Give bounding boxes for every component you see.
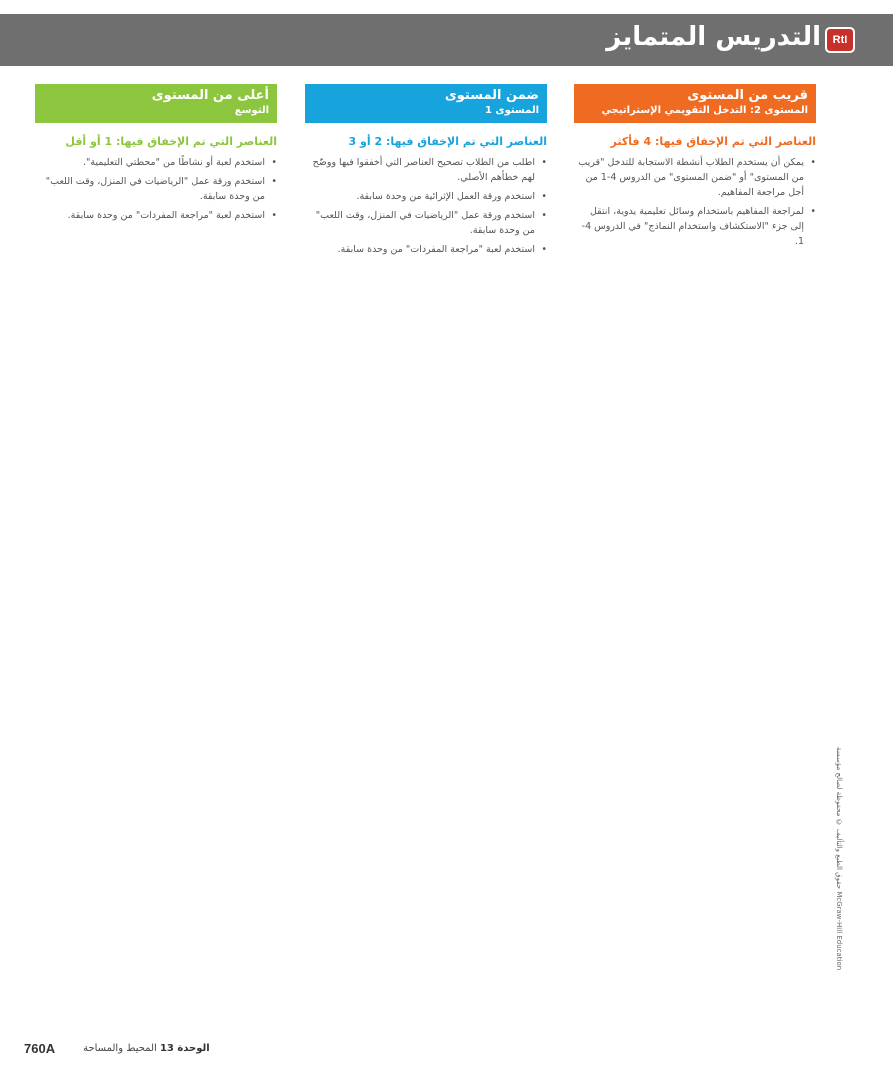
rti-badge-icon: RtI — [825, 27, 855, 53]
column-subtitle: المستوى 2: التدخل التقويمي الإستراتيجي — [601, 105, 808, 116]
copyright-notice: McGraw-Hill Education حقوق الطبع والتأليف © محفوظة لصالح مؤسسة — [835, 746, 843, 970]
strategy-list — [574, 155, 816, 249]
page-footer — [24, 1038, 324, 1058]
column-title: ضمن المستوى — [444, 88, 539, 103]
footer-unit — [83, 1043, 210, 1054]
column-header-approaching — [574, 84, 816, 123]
unit-title: المحيط والمساحة — [83, 1042, 157, 1054]
list-item: • استخدم لعبة أو نشاطًا من "محطتي التعليمية". — [35, 155, 277, 170]
column-on-level — [305, 84, 547, 261]
strategy-list — [35, 155, 277, 223]
top-strip — [0, 0, 893, 14]
strategy-list — [305, 155, 547, 257]
list-item: • اطلب من الطلاب تصحيح العناصر التي أخفقوا فيها ووضّح لهم خطأهم الأصلي. — [305, 155, 547, 185]
column-subtitle: التوسع — [234, 105, 269, 116]
column-header-beyond — [35, 84, 277, 123]
column-title: قريب من المستوى — [687, 88, 808, 103]
unit-label: الوحدة 13 — [159, 1042, 210, 1054]
list-item: • استخدم لعبة "مراجعة المفردات" من وحدة سابقة. — [35, 208, 277, 223]
column-beyond-level — [35, 84, 277, 227]
list-item: • استخدم ورقة عمل "الرياضيات في المنزل، وقت اللعب" من وحدة سابقة. — [35, 174, 277, 204]
column-title: أعلى من المستوى — [151, 88, 269, 103]
list-item: • يمكن أن يستخدم الطلاب أنشطة الاستجابة للتدخل "قريب من المستوى" أو "ضمن المستوى" من الدروس 4-1 من أجل مراجعة المفاهيم. — [574, 155, 816, 200]
column-subtitle: المستوى 1 — [484, 105, 539, 116]
list-item: • لمراجعة المفاهيم باستخدام وسائل تعليمية يدوية، انتقل إلى جزء "الاستكشاف واستخدام النماذج" في الدروس 4-1. — [574, 204, 816, 249]
list-item: • استخدم لعبة "مراجعة المفردات" من وحدة سابقة. — [305, 242, 547, 257]
criterion-heading: العناصر التي تم الإخفاق فيها: 2 أو 3 — [348, 135, 547, 148]
page-title: التدريس المتمايز — [606, 22, 821, 52]
list-item: • استخدم ورقة عمل "الرياضيات في المنزل، وقت اللعب" من وحدة سابقة. — [305, 208, 547, 238]
page-number: 760A — [24, 1040, 56, 1056]
list-item: • استخدم ورقة العمل الإثرائية من وحدة سابقة. — [305, 189, 547, 204]
criterion-heading: العناصر التي تم الإخفاق فيها: 1 أو أقل — [65, 135, 277, 148]
criterion-heading: العناصر التي تم الإخفاق فيها: 4 فأكثر — [610, 135, 816, 148]
column-header-on-level — [305, 84, 547, 123]
column-approaching-level — [574, 84, 816, 253]
